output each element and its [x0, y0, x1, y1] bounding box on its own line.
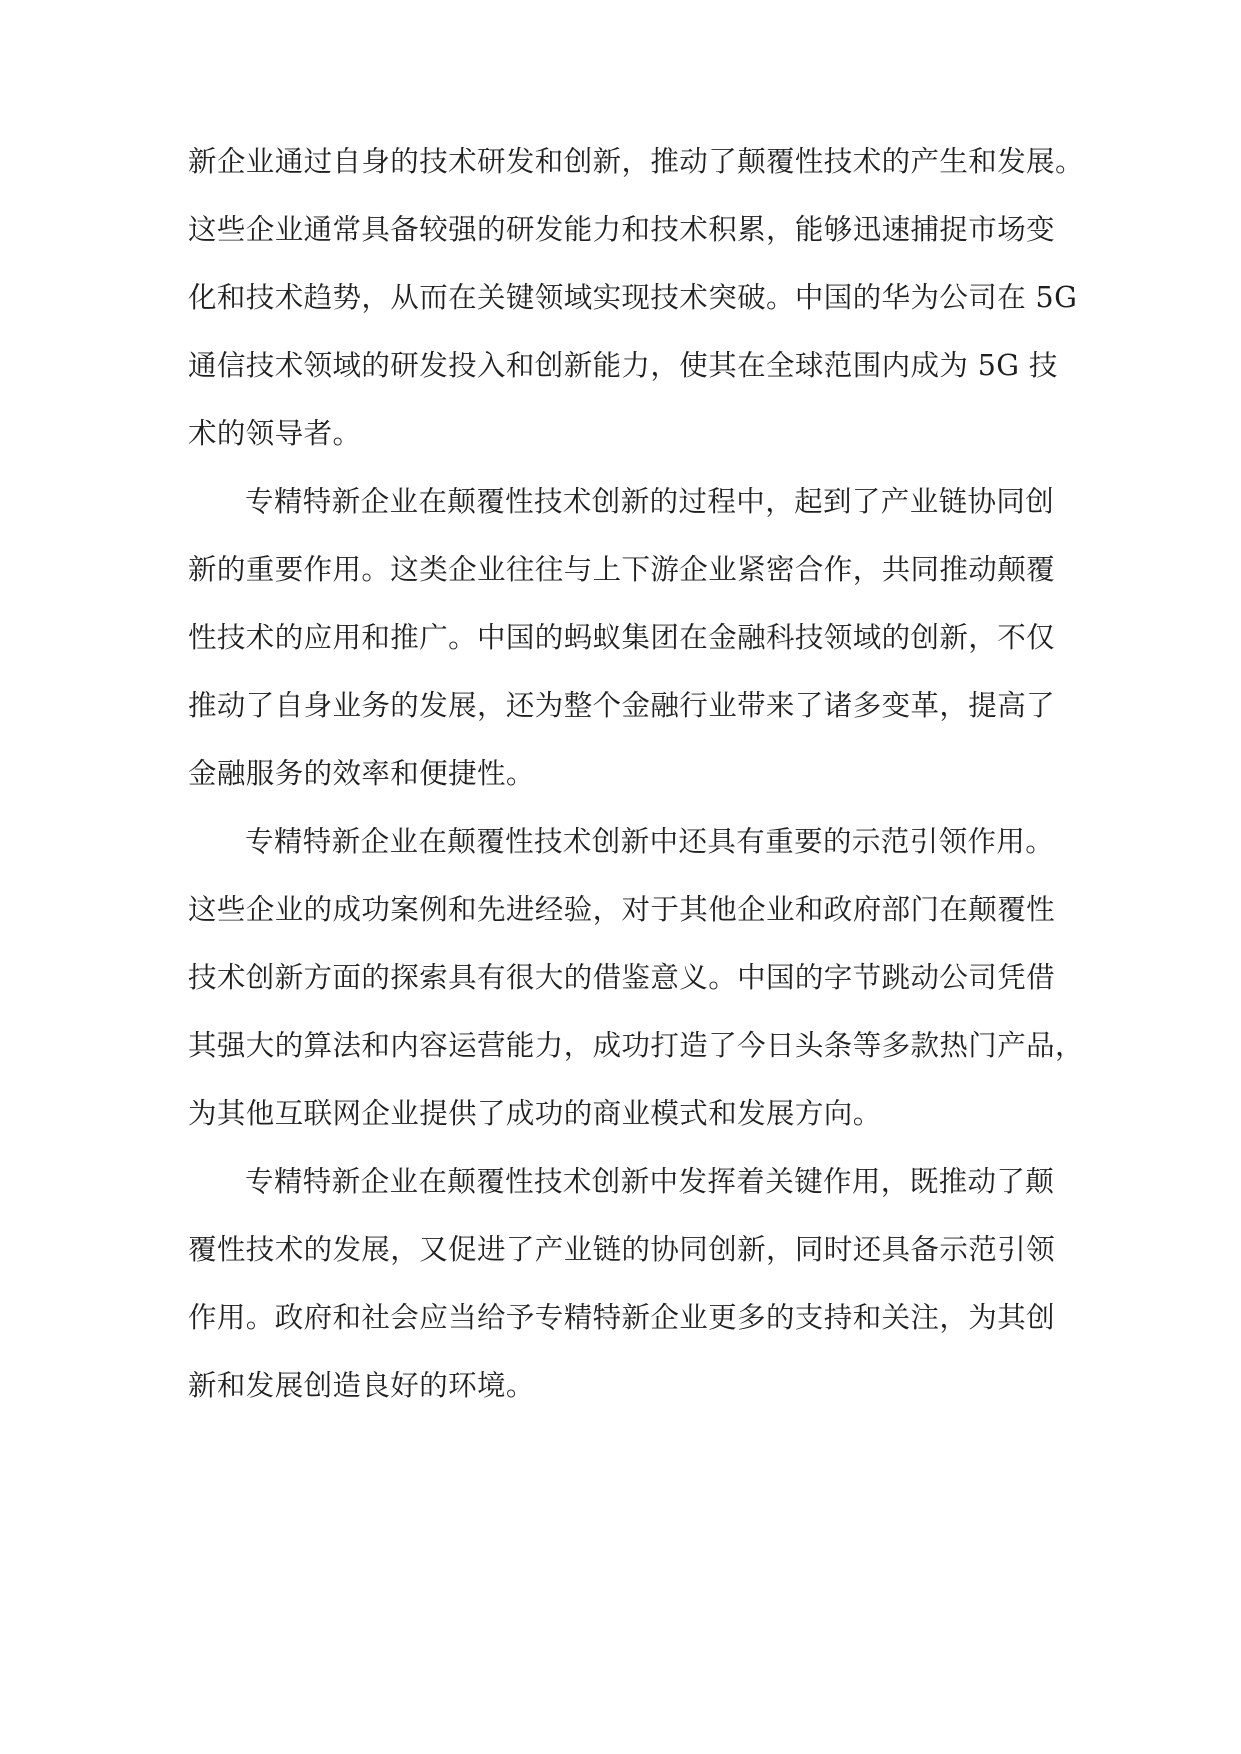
- text-line: 金融服务的效率和便捷性。: [188, 757, 535, 790]
- text-line: 术的领导者。: [188, 417, 362, 450]
- text-line: 专精特新企业在颠覆性技术创新中发挥着关键作用，既推动了颠: [245, 1165, 1055, 1198]
- text-line: 新和发展创造良好的环境。: [188, 1369, 535, 1402]
- text-line: 为其他互联网企业提供了成功的商业模式和发展方向。: [188, 1097, 882, 1130]
- paragraph-4: [188, 1148, 1056, 1420]
- text-line: 作用。政府和社会应当给予专精特新企业更多的支持和关注，为其创: [188, 1301, 1056, 1334]
- paragraph-2: [188, 468, 1056, 808]
- text-line: 覆性技术的发展，又促进了产业链的协同创新，同时还具备示范引领: [188, 1233, 1056, 1266]
- text-line: 新企业通过自身的技术研发和创新，推动了颠覆性技术的产生和发展。: [188, 145, 1084, 178]
- text-line: 其强大的算法和内容运营能力，成功打造了今日头条等多款热门产品，: [188, 1029, 1084, 1062]
- text-line: 性技术的应用和推广。中国的蚂蚁集团在金融科技领域的创新，不仅: [188, 621, 1056, 654]
- text-line: 化和技术趋势，从而在关键领域实现技术突破。中国的华为公司在 5G: [188, 281, 1078, 314]
- text-line: 新的重要作用。这类企业往往与上下游企业紧密合作，共同推动颠覆: [188, 553, 1056, 586]
- text-line: 通信技术领域的研发投入和创新能力，使其在全球范围内成为 5G 技: [188, 349, 1058, 382]
- text-line: 推动了自身业务的发展，还为整个金融行业带来了诸多变革，提高了: [188, 689, 1056, 722]
- body-text: [188, 128, 1084, 1420]
- text-line: 这些企业的成功案例和先进经验，对于其他企业和政府部门在颠覆性: [188, 893, 1056, 926]
- text-line: 这些企业通常具备较强的研发能力和技术积累，能够迅速捕捉市场变: [188, 213, 1056, 246]
- text-line: 专精特新企业在颠覆性技术创新的过程中，起到了产业链协同创: [245, 485, 1055, 518]
- paragraph-3: [188, 808, 1084, 1148]
- text-line: 专精特新企业在颠覆性技术创新中还具有重要的示范引领作用。: [245, 825, 1055, 858]
- text-line: 技术创新方面的探索具有很大的借鉴意义。中国的字节跳动公司凭借: [188, 961, 1056, 994]
- paragraph-1: [188, 128, 1084, 468]
